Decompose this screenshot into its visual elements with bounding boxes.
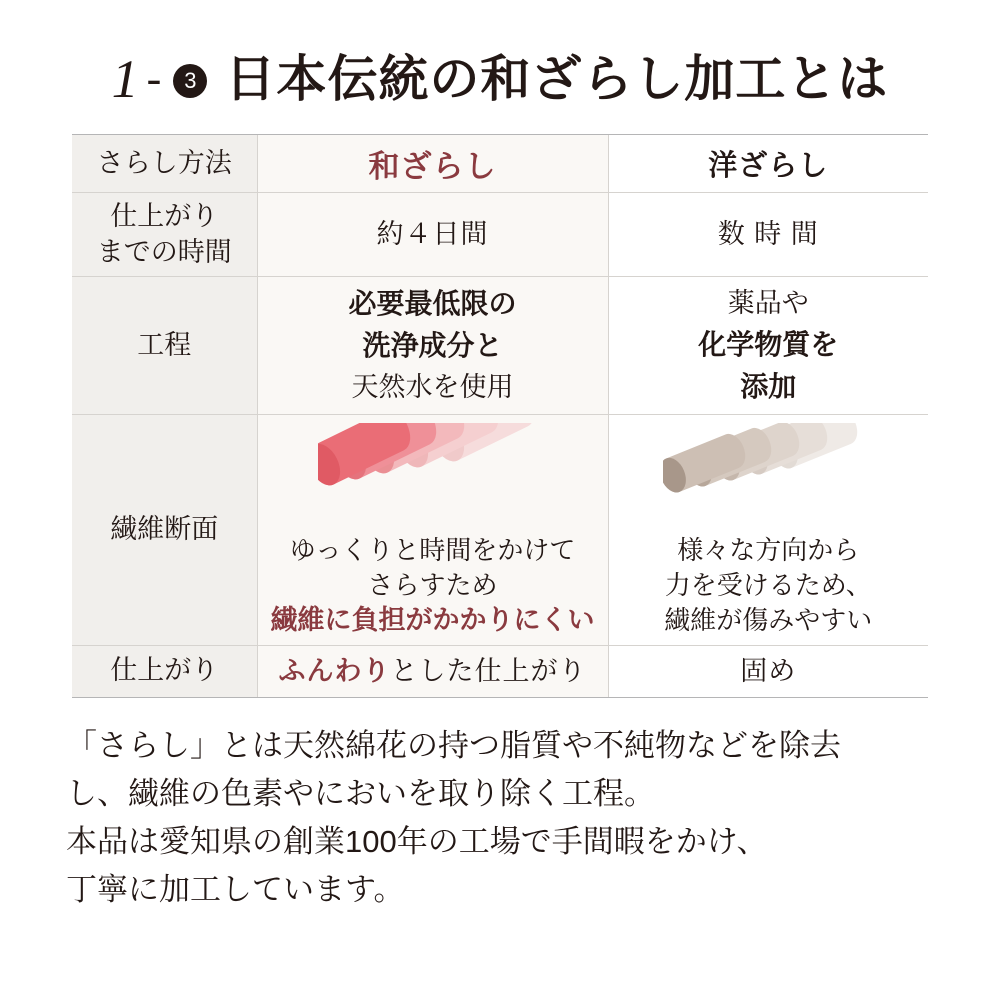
cell-process-yo: 薬品や 化学物質を 添加 — [608, 277, 928, 415]
wazarashi-title: 和ざらし — [368, 149, 497, 184]
row-label-method: さらし方法 — [72, 135, 257, 193]
fiber-yo-line1: 様々な方向から — [677, 535, 860, 566]
row-label-time-line1: 仕上がり — [110, 201, 219, 231]
column-header-wazarashi — [257, 135, 608, 193]
column-header-yozarashi — [608, 135, 928, 193]
cell-fiber-yo — [608, 414, 928, 645]
fiber-yo-line2: 力を受けるため、 — [664, 570, 872, 601]
description-line-2: し、繊維の色素やにおいを取り除く工程。 — [66, 775, 655, 811]
cell-process-wa: 必要最低限の 洗浄成分と 天然水を使用 — [257, 277, 608, 415]
fiber-yo-line3: 繊維が傷みやすい — [664, 605, 873, 636]
table-row — [72, 135, 928, 193]
row-label-fiber: 繊維断面 — [72, 414, 257, 645]
cell-time-yo: 数 時 間 — [608, 193, 928, 277]
title-dash: - — [146, 54, 162, 103]
cell-time-wa: 約４日間 — [257, 193, 608, 277]
description-line-4: 丁寧に加工しています。 — [66, 871, 405, 907]
fiber-wa-line1: ゆっくりと時間をかけて — [289, 534, 576, 565]
comparison-table — [72, 135, 928, 697]
cell-finish-yo: 固め — [608, 645, 928, 697]
yozarashi-title: 洋ざらし — [708, 150, 829, 182]
table-row — [72, 645, 928, 697]
fiber-wa-line2: さらすため — [367, 569, 498, 600]
page-title — [0, 0, 1000, 116]
cell-finish-wa — [257, 645, 608, 697]
description-line-3: 本品は愛知県の創業100年の工場で手間暇をかけ、 — [66, 823, 768, 859]
row-label-time-line2: までの時間 — [96, 236, 232, 267]
finish-wa-accent: ふんわり — [278, 655, 391, 686]
fiber-wa-line3-accent: 繊維に負担がかかりにくい — [270, 605, 595, 636]
title-heading-text: 日本伝統の和ざらし加工とは — [225, 51, 889, 107]
fiber-illustration-wazarashi — [262, 423, 604, 527]
comparison-table-wrapper — [72, 134, 928, 698]
fiber-illustration-yozarashi — [613, 423, 925, 527]
cell-fiber-wa — [257, 414, 608, 645]
description-text — [66, 724, 934, 912]
title-number: 1 — [111, 49, 139, 109]
row-label-time — [72, 193, 257, 277]
row-label-finish: 仕上がり — [72, 645, 257, 697]
table-row — [72, 277, 928, 415]
description-line-1: 「さらし」とは天然綿花の持つ脂質や不純物などを除去 — [66, 727, 841, 763]
table-row — [72, 414, 928, 645]
row-label-process: 工程 — [72, 277, 257, 415]
title-badge-3: 3 — [173, 64, 207, 98]
finish-wa-rest: とした仕上がり — [390, 655, 587, 686]
table-row — [72, 193, 928, 277]
